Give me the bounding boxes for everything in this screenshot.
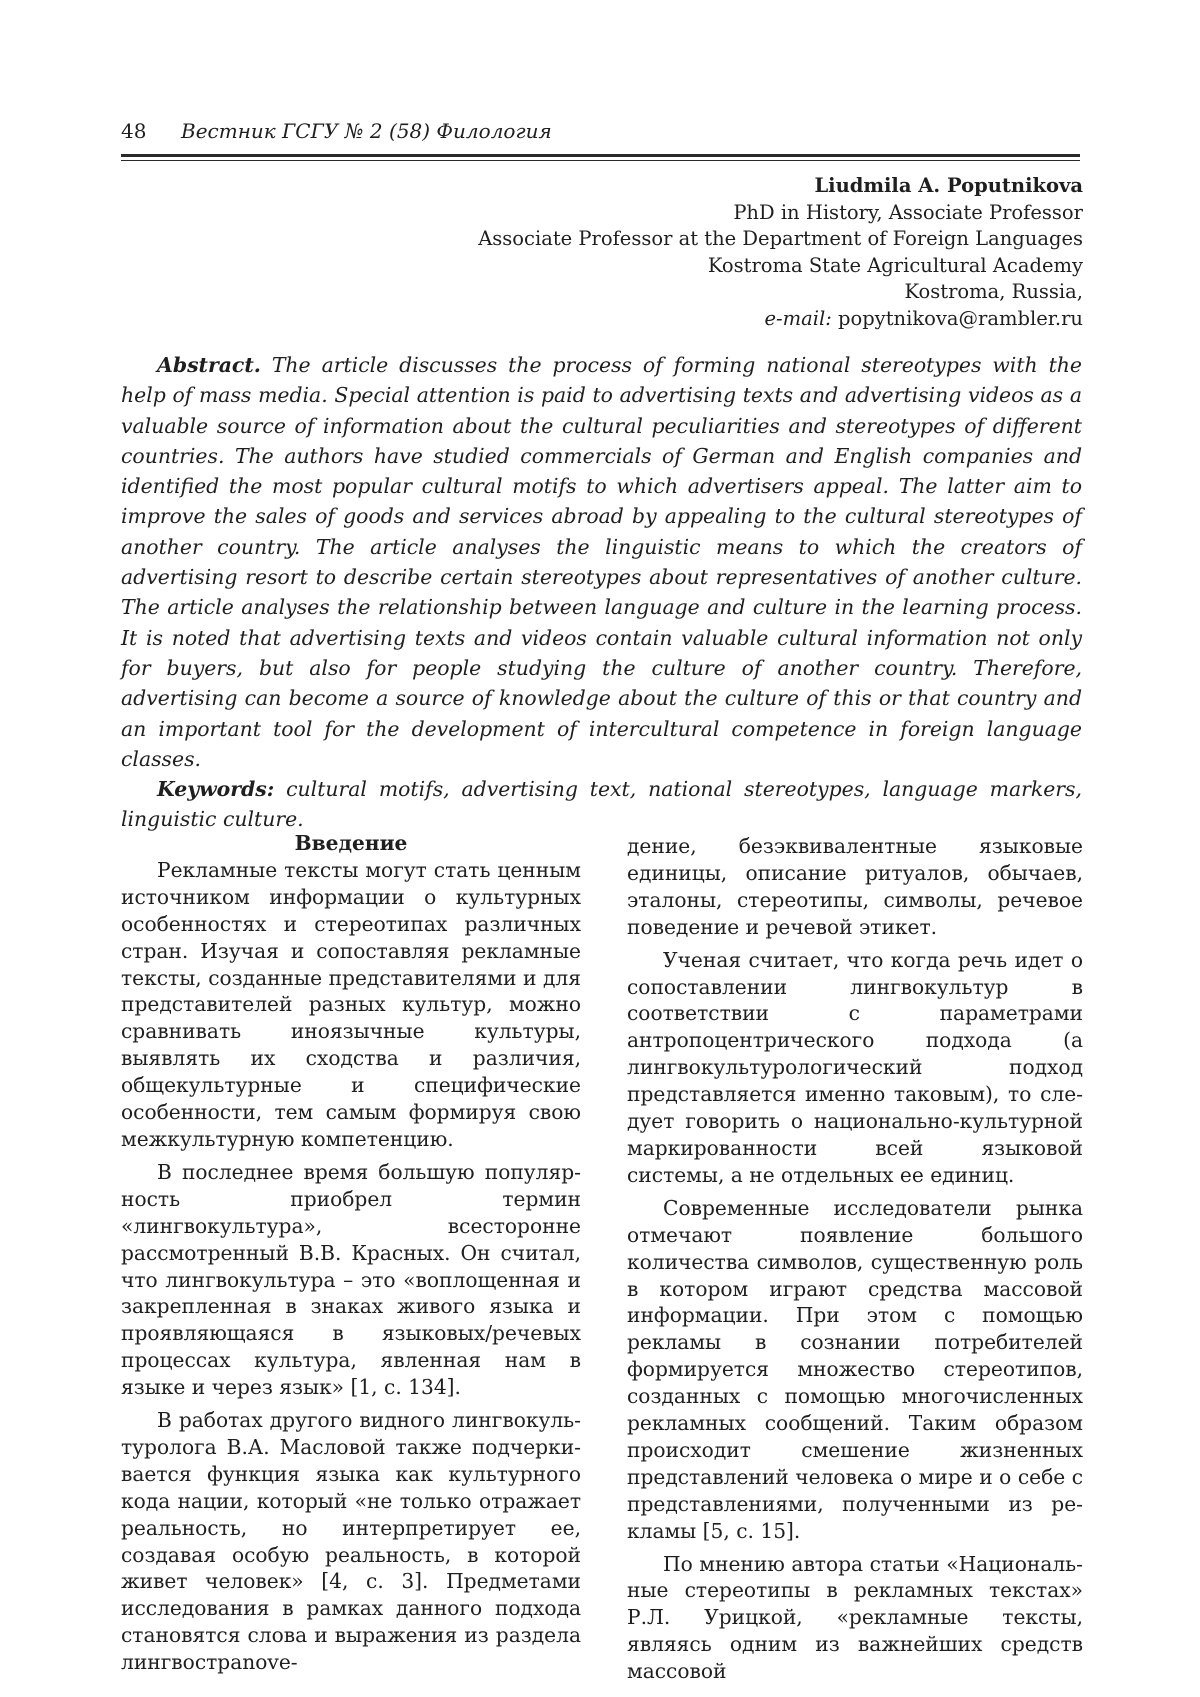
author-email: popytnikova@rambler.ru — [831, 306, 1083, 330]
header-rule-thin — [121, 160, 1080, 161]
keywords-text: cultural motifs, advertising text, national stereotypes, language markers, linguistic culture. — [121, 777, 1082, 832]
body-column-left — [121, 830, 581, 1682]
abstract-section — [121, 350, 1082, 835]
body-paragraph: По мнению автора статьи «Национальные стереотипы в рекламных текстах» Р.Л. Урицкой, «рекламные тексты, являясь одним из важнейших средств массовой — [627, 1551, 1083, 1684]
body-paragraph: В последнее время большую популярность приобрел термин «лингвокультура», всесторонне рассмотренный В.В. Красных. Он считал, что лингвокультура – это «воплощенная и закрепленная в знаках живого языка и проявляющаяся в языковых/речевых процессах культура, явленная нам в языке и через язык» [1, с. 134]. — [121, 1159, 581, 1400]
abstract-paragraph — [121, 350, 1082, 774]
author-block — [183, 173, 1083, 333]
body-paragraph-continuation: дение, безэквивалентные языковые единицы, описание ритуалов, обычаев, эталоны, стереотипы, символы, речевое поведение и речевой этикет. — [627, 834, 1083, 939]
body-paragraph: Рекламные тексты могут стать ценным источником информации о культурных особенностях и стереотипах различных стран. Изучая и сопоставляя рекламные тексты, созданные представителями и для представителей разных культур, можно сравнивать иноязычные культуры, выявлять их сходства и различия, общекультурные и специфические особенности, тем самым формируя свою межкультурную компетенцию. — [121, 857, 581, 1151]
header-rule-thick — [121, 154, 1080, 157]
author-location: Kostroma, Russia, — [904, 280, 1083, 304]
body-paragraph: В работах другого видного лингвокультуролога В.А. Масловой также подчеркивается функция языка как культурного кода нации, который «не только отражает реальность, но интерпретирует ее, создавая особую реальность, в которой живет человек» [4, с. 3]. Предметами исследования в рамках данного подхода становятся слова и выражения из раздела лингвострanove- — [121, 1408, 581, 1675]
author-position: Associate Professor at the Department of Foreign Languages — [478, 227, 1083, 251]
section-heading: Введение — [294, 831, 408, 855]
body-paragraph: Современные исследователи рынка отмечают появление большого количества символов, существенную роль в котором играют средства массовой информации. При этом с помощью рекламы в сознании потребителей формируется множество стереотипов, созданных с помощью многочисленных рекламных сообщений. Таким образом происходит смешение жизненных представлений человека о мире и о себе с представлениями, полученными из рекламы [5, с. 15]. — [627, 1195, 1083, 1543]
author-email-line — [183, 306, 1083, 333]
journal-title: Вестник ГСГУ № 2 (58) Филология — [181, 119, 552, 143]
keywords-label: Keywords: — [157, 777, 275, 802]
author-name: Liudmila A. Poputnikova — [814, 174, 1083, 197]
running-head — [121, 117, 1081, 145]
body-paragraph: Ученая считает, что когда речь идет о сопоставлении лингвокультур в соответствии с параметрами антропоцентрического подхода (а лингвокультурологический подход представляется именно таковым), то следует говорить о национально-культурной маркированности всей языковой системы, а не отдельных ее единиц. — [627, 947, 1083, 1187]
abstract-text: The article discusses the process of forming national stereotypes with the help of mass media. Special attention is paid to advertising texts and advertising videos as a valuable source of information about the cultural peculiarities and stereotypes of different countries. The authors have studied commercials of German and English companies and identified the most popular cultural motifs to which advertisers appeal. The latter aim to improve the sales of goods and services abroad by appealing to the cultural stereotypes of another country. The article analyses the linguistic means to which the creators of advertising resort to describe certain stereotypes about representatives of another culture. The article analyses the relationship between language and culture in the learning process. It is noted that advertising texts and videos contain valuable cultural information not only for buyers, but also for people studying the culture of another country. Therefore, advertising can become a source of knowledge about the culture of this or that country and an important tool for the development of intercultural competence in foreign language classes. — [121, 353, 1082, 771]
email-label: e-mail: — [764, 306, 832, 330]
page-number: 48 — [121, 119, 147, 143]
keywords-paragraph — [121, 774, 1082, 835]
body-column-right — [627, 833, 1083, 1691]
author-institution: Kostroma State Agricultural Academy — [707, 253, 1083, 277]
author-degree: PhD in History, Associate Professor — [733, 200, 1083, 224]
abstract-label: Abstract. — [157, 353, 261, 377]
